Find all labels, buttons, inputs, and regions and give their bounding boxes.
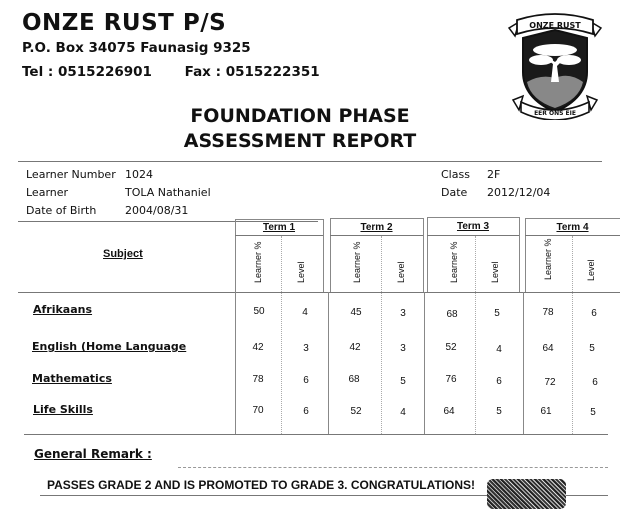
class-value: 2F — [487, 168, 501, 181]
stamp-image — [487, 479, 566, 509]
general-remark-text: PASSES GRADE 2 AND IS PROMOTED TO GRADE 3. CONGRATULATIONS! — [47, 478, 476, 492]
contact-line — [22, 64, 348, 80]
general-remark-label: General Remark : — [34, 447, 152, 461]
date-value: 2012/12/04 — [487, 186, 551, 199]
school-crest-icon — [505, 8, 605, 120]
fax: Fax : 0515222351 — [184, 64, 320, 80]
report-title-line1: FOUNDATION PHASE — [190, 105, 410, 127]
class-label: Class — [441, 168, 470, 181]
term-1-learner-pct-header: Learner % — [253, 241, 263, 283]
subject-english: English (Home Language — [32, 340, 187, 353]
subject-life-skills: Life Skills — [33, 403, 93, 416]
divider — [18, 161, 602, 162]
term-2-level-header: Level — [396, 261, 406, 283]
school-address: P.O. Box 34075 Faunasig 9325 — [22, 40, 251, 56]
school-name: ONZE RUST P/S — [22, 10, 227, 36]
term-2-header: Term 2 — [360, 222, 393, 233]
learner-label: Learner — [26, 186, 69, 199]
subject-header: Subject — [103, 248, 143, 260]
learner-name-value: TOLA Nathaniel — [125, 186, 211, 199]
dob-value: 2004/08/31 — [125, 204, 189, 217]
term-3-learner-pct-header: Learner % — [449, 241, 459, 283]
dob-label: Date of Birth — [26, 204, 97, 217]
term-3-header: Term 3 — [456, 221, 490, 232]
term-2-learner-pct-header: Learner % — [352, 241, 362, 283]
subject-afrikaans: Afrikaans — [33, 303, 93, 316]
term-4-learner-pct-header: Learner % — [543, 238, 553, 280]
learner-number-label: Learner Number — [26, 168, 116, 181]
svg-text:ONZE RUST: ONZE RUST — [529, 21, 581, 30]
report-title-line2: ASSESSMENT REPORT — [183, 130, 417, 152]
subject-mathematics: Mathematics — [32, 372, 112, 385]
term-4-level-header: Level — [586, 259, 596, 281]
term-4-header: Term 4 — [556, 222, 589, 233]
term-1-header: Term 1 — [262, 222, 296, 233]
date-label: Date — [441, 186, 468, 199]
learner-number-value: 1024 — [125, 168, 153, 181]
term-3-level-header: Level — [490, 261, 500, 283]
term-1-level-header: Level — [296, 261, 306, 283]
telephone: Tel : 0515226901 — [22, 64, 152, 80]
svg-text:EER ONS EIE: EER ONS EIE — [534, 110, 576, 117]
